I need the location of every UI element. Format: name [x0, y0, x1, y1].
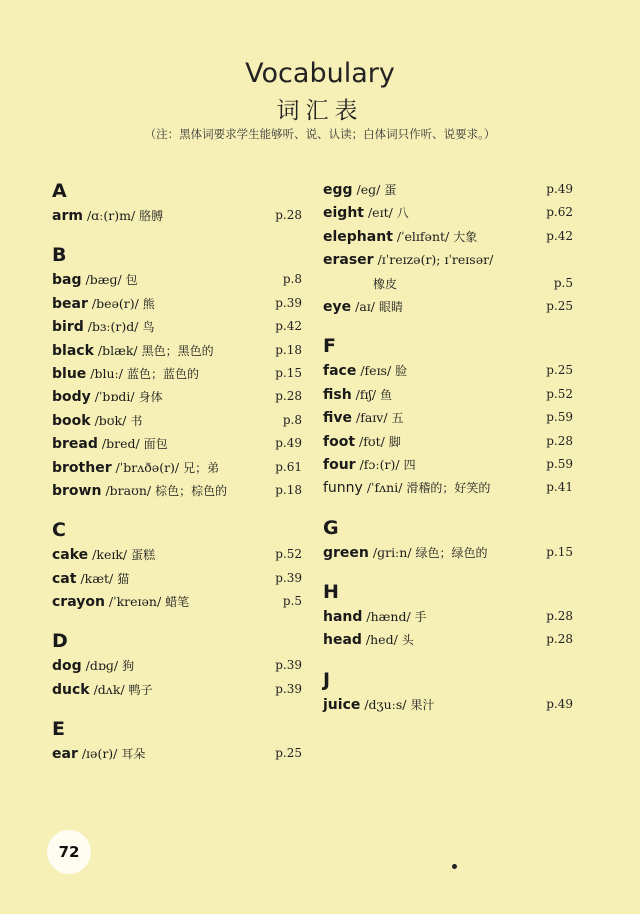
vocab-entry [52, 409, 302, 432]
entry-meaning: 棕色；棕色的 [155, 483, 228, 498]
entry-page-ref: p.52 [546, 386, 573, 401]
vocab-section [52, 517, 302, 613]
entry-page-ref: p.28 [546, 433, 573, 448]
entry-page-ref: p.28 [275, 208, 302, 222]
entry-meaning: 蛋糕 [131, 548, 156, 563]
vocab-entry [52, 315, 302, 338]
entry-phonetic: /bʊk/ [94, 412, 127, 428]
entry-page-ref: p.28 [275, 389, 302, 404]
vocab-entry [323, 430, 573, 453]
vocab-entry [52, 590, 302, 613]
entry-phonetic: /eɪt/ [367, 205, 393, 221]
vocab-entry [323, 248, 573, 271]
entry-word: hand [323, 609, 363, 626]
entry-meaning: 鱼 [380, 387, 393, 402]
vocab-entry [323, 605, 573, 628]
vocab-entry [52, 678, 302, 701]
entry-phonetic: /feɪs/ [360, 363, 392, 379]
right-column [323, 178, 573, 716]
entry-meaning: 身体 [138, 390, 163, 405]
vocab-section [323, 178, 573, 318]
entry-phonetic: /ˈfʌni/ [366, 480, 403, 496]
vocab-entry [323, 383, 573, 406]
entry-meaning: 蓝色；蓝色的 [126, 366, 199, 381]
entry-phonetic: /ˈbɒdi/ [94, 389, 135, 405]
entry-phonetic: /bred/ [101, 436, 140, 452]
entry-phonetic: /faɪv/ [355, 410, 388, 426]
entry-word: arm [52, 208, 83, 224]
vocab-section [52, 178, 302, 227]
section-letter: J [323, 668, 331, 691]
entry-word: head [323, 632, 362, 649]
entry-meaning: 黑色；黑色的 [141, 343, 214, 358]
entry-phonetic: /dʌk/ [93, 681, 125, 697]
entry-meaning: 猫 [117, 571, 130, 586]
vocab-entry [52, 292, 302, 315]
section-letter: A [52, 180, 67, 202]
entry-word: foot [323, 433, 356, 450]
entry-word: bread [52, 436, 98, 453]
entry-phonetic: /fʊt/ [359, 433, 385, 449]
entry-word: black [52, 342, 94, 359]
entry-phonetic: /hed/ [365, 632, 398, 648]
entry-meaning: 蜡笔 [165, 595, 190, 610]
entry-word: eight [323, 205, 364, 222]
vocab-entry [52, 432, 302, 455]
entry-word: egg [323, 182, 353, 198]
entry-phonetic: /ˈelɪfənt/ [396, 228, 450, 244]
entry-phonetic: /dʒuːs/ [364, 696, 407, 712]
entry-phonetic: /bɜː(r)d/ [87, 319, 139, 335]
vocab-entry [323, 628, 573, 651]
section-letter: B [52, 244, 67, 267]
vocab-entry [323, 453, 573, 476]
entry-phonetic: /ˈbrʌðə(r)/ [115, 459, 180, 475]
entry-meaning: 熊 [142, 296, 155, 311]
entry-word: ear [52, 746, 78, 763]
entry-phonetic: /blæk/ [97, 342, 138, 358]
entry-word: crayon [52, 594, 105, 611]
section-letter: F [323, 335, 336, 358]
vocab-entry [52, 339, 302, 362]
entry-meaning: 眼睛 [378, 299, 403, 314]
entry-word: book [52, 412, 91, 429]
entry-meaning: 鸟 [142, 320, 155, 335]
section-letter: C [52, 519, 66, 542]
entry-page-ref: p.5 [282, 594, 302, 609]
entry-page-ref: p.8 [282, 412, 302, 427]
entry-word: brown [52, 482, 102, 499]
entry-phonetic: /hænd/ [366, 609, 411, 625]
vocab-entry [52, 479, 302, 502]
entry-word: juice [323, 696, 361, 713]
vocab-entry [323, 178, 573, 201]
vocab-entry [323, 201, 573, 224]
entry-meaning: 蛋 [384, 183, 397, 197]
entry-page-ref: p.49 [275, 436, 302, 451]
vocab-entry [52, 456, 302, 479]
entry-page-ref: p.49 [546, 696, 573, 711]
vocab-entry [52, 385, 302, 408]
entry-word: elephant [323, 228, 393, 245]
vocab-entry [52, 268, 302, 291]
entry-phonetic: /aɪ/ [355, 298, 375, 314]
entry-page-ref: p.18 [275, 482, 302, 497]
entry-phonetic: /braʊn/ [105, 482, 152, 498]
entry-word: green [323, 544, 369, 561]
entry-word: body [52, 389, 91, 406]
entry-page-ref: p.28 [546, 632, 573, 647]
vocab-entry [52, 742, 302, 765]
page-title: Vocabulary [245, 58, 395, 89]
entry-word: brother [52, 459, 112, 476]
entry-page-ref: p.18 [275, 342, 302, 357]
vocab-section [52, 716, 302, 765]
vocab-entry [52, 362, 302, 385]
entry-page-ref: p.15 [546, 544, 573, 559]
entry-word: cat [52, 570, 77, 587]
entry-page-ref: p.25 [546, 363, 573, 378]
entry-page-ref: p.5 [553, 275, 573, 290]
entry-word: dog [52, 658, 82, 675]
entry-word: cake [52, 547, 89, 564]
section-letter: H [323, 581, 339, 604]
entry-meaning: 脚 [388, 434, 401, 449]
entry-meaning: 五 [391, 411, 404, 426]
entry-page-ref: p.39 [275, 681, 302, 696]
entry-page-ref: p.42 [275, 319, 302, 334]
entry-word: bird [52, 319, 84, 336]
vocab-section [323, 333, 573, 499]
entry-phonetic: /ɡriːn/ [372, 544, 412, 560]
vocab-entry [323, 272, 573, 295]
entry-meaning: 果汁 [410, 697, 435, 712]
entry-page-ref: p.39 [275, 295, 302, 310]
vocab-entry [323, 693, 573, 716]
entry-meaning: 胳膊 [139, 209, 164, 223]
entry-word: four [323, 456, 356, 473]
entry-meaning: 绿色；绿色的 [415, 545, 488, 560]
entry-word: duck [52, 681, 90, 698]
entry-word: eye [323, 298, 352, 315]
usage-note: （注：黑体词要求学生能够听、说、认读；白体词只作听、说要求。） [144, 127, 496, 141]
vocab-entry [52, 543, 302, 566]
vocab-entry [52, 204, 302, 227]
entry-phonetic: /ɑː(r)m/ [86, 208, 136, 223]
entry-phonetic: /ɪə(r)/ [81, 746, 118, 762]
vocab-entry [323, 541, 573, 564]
entry-meaning: 橡皮 [373, 276, 398, 291]
entry-phonetic: /ɪˈreɪzə(r); ɪˈreɪsər/ [377, 252, 494, 268]
entry-meaning: 鸭子 [128, 682, 153, 697]
entry-word: funny [323, 480, 363, 497]
entry-meaning: 耳朵 [121, 747, 146, 762]
entry-page-ref: p.59 [546, 456, 573, 471]
entry-phonetic: /bluː/ [90, 365, 123, 381]
entry-meaning: 兄；弟 [183, 460, 220, 475]
entry-phonetic: /dɒɡ/ [85, 658, 119, 674]
entry-phonetic: /ˈkreɪən/ [108, 594, 162, 610]
entry-meaning: 手 [414, 610, 427, 625]
entry-page-ref: p.25 [546, 298, 573, 313]
vocab-section [323, 579, 573, 652]
entry-meaning: 八 [396, 206, 409, 221]
entry-page-ref: p.28 [546, 609, 573, 624]
entry-word: bag [52, 272, 82, 289]
entry-word: face [323, 363, 357, 380]
entry-phonetic: /eɡ/ [356, 182, 381, 197]
page-subtitle: 词汇表 [276, 98, 364, 124]
vocab-section [323, 515, 573, 564]
dot-mark [452, 864, 457, 869]
section-letter: E [52, 718, 65, 741]
entry-meaning: 脸 [395, 364, 408, 379]
entry-page-ref: p.49 [546, 182, 573, 196]
entry-phonetic: /beə(r)/ [91, 295, 139, 311]
entry-page-ref: p.59 [546, 410, 573, 425]
entry-word: five [323, 410, 352, 427]
vocab-entry [52, 567, 302, 590]
section-letter: D [52, 630, 68, 653]
vocab-section [323, 667, 573, 716]
vocab-section [52, 628, 302, 701]
entry-meaning: 书 [130, 413, 143, 428]
entry-page-ref: p.42 [546, 228, 573, 243]
entry-page-ref: p.39 [275, 570, 302, 585]
section-letter: G [323, 516, 339, 539]
left-column [52, 178, 302, 766]
entry-meaning: 狗 [122, 659, 135, 674]
page-number: 72 [47, 830, 91, 874]
entry-phonetic: /fɔː(r)/ [359, 456, 400, 472]
entry-page-ref: p.25 [275, 746, 302, 761]
entry-page-ref: p.8 [282, 272, 302, 287]
entry-page-ref: p.41 [546, 480, 573, 495]
entry-page-ref: p.39 [275, 658, 302, 673]
entry-phonetic: /kæt/ [80, 570, 114, 586]
entry-word: eraser [323, 252, 374, 269]
entry-page-ref: p.52 [275, 547, 302, 562]
entry-phonetic: /keɪk/ [92, 547, 128, 563]
vocab-section [52, 242, 302, 502]
vocab-entry [323, 406, 573, 429]
entry-meaning: 包 [125, 273, 138, 288]
entry-phonetic: /fɪʃ/ [355, 386, 377, 402]
entry-word: blue [52, 365, 87, 382]
vocab-entry [323, 359, 573, 382]
entry-meaning: 四 [403, 457, 416, 472]
entry-phonetic: /bæɡ/ [85, 272, 122, 288]
entry-page-ref: p.15 [275, 365, 302, 380]
vocab-entry [323, 476, 573, 499]
vocab-entry [52, 654, 302, 677]
entry-meaning: 头 [401, 633, 414, 648]
entry-meaning: 大象 [453, 229, 478, 244]
entry-page-ref: p.61 [275, 459, 302, 474]
entry-page-ref: p.62 [546, 205, 573, 220]
entry-meaning: 滑稽的；好笑的 [406, 481, 491, 496]
vocab-entry [323, 295, 573, 318]
entry-word: bear [52, 295, 88, 312]
vocab-entry [323, 225, 573, 248]
entry-word: fish [323, 386, 352, 403]
entry-meaning: 面包 [143, 437, 168, 452]
